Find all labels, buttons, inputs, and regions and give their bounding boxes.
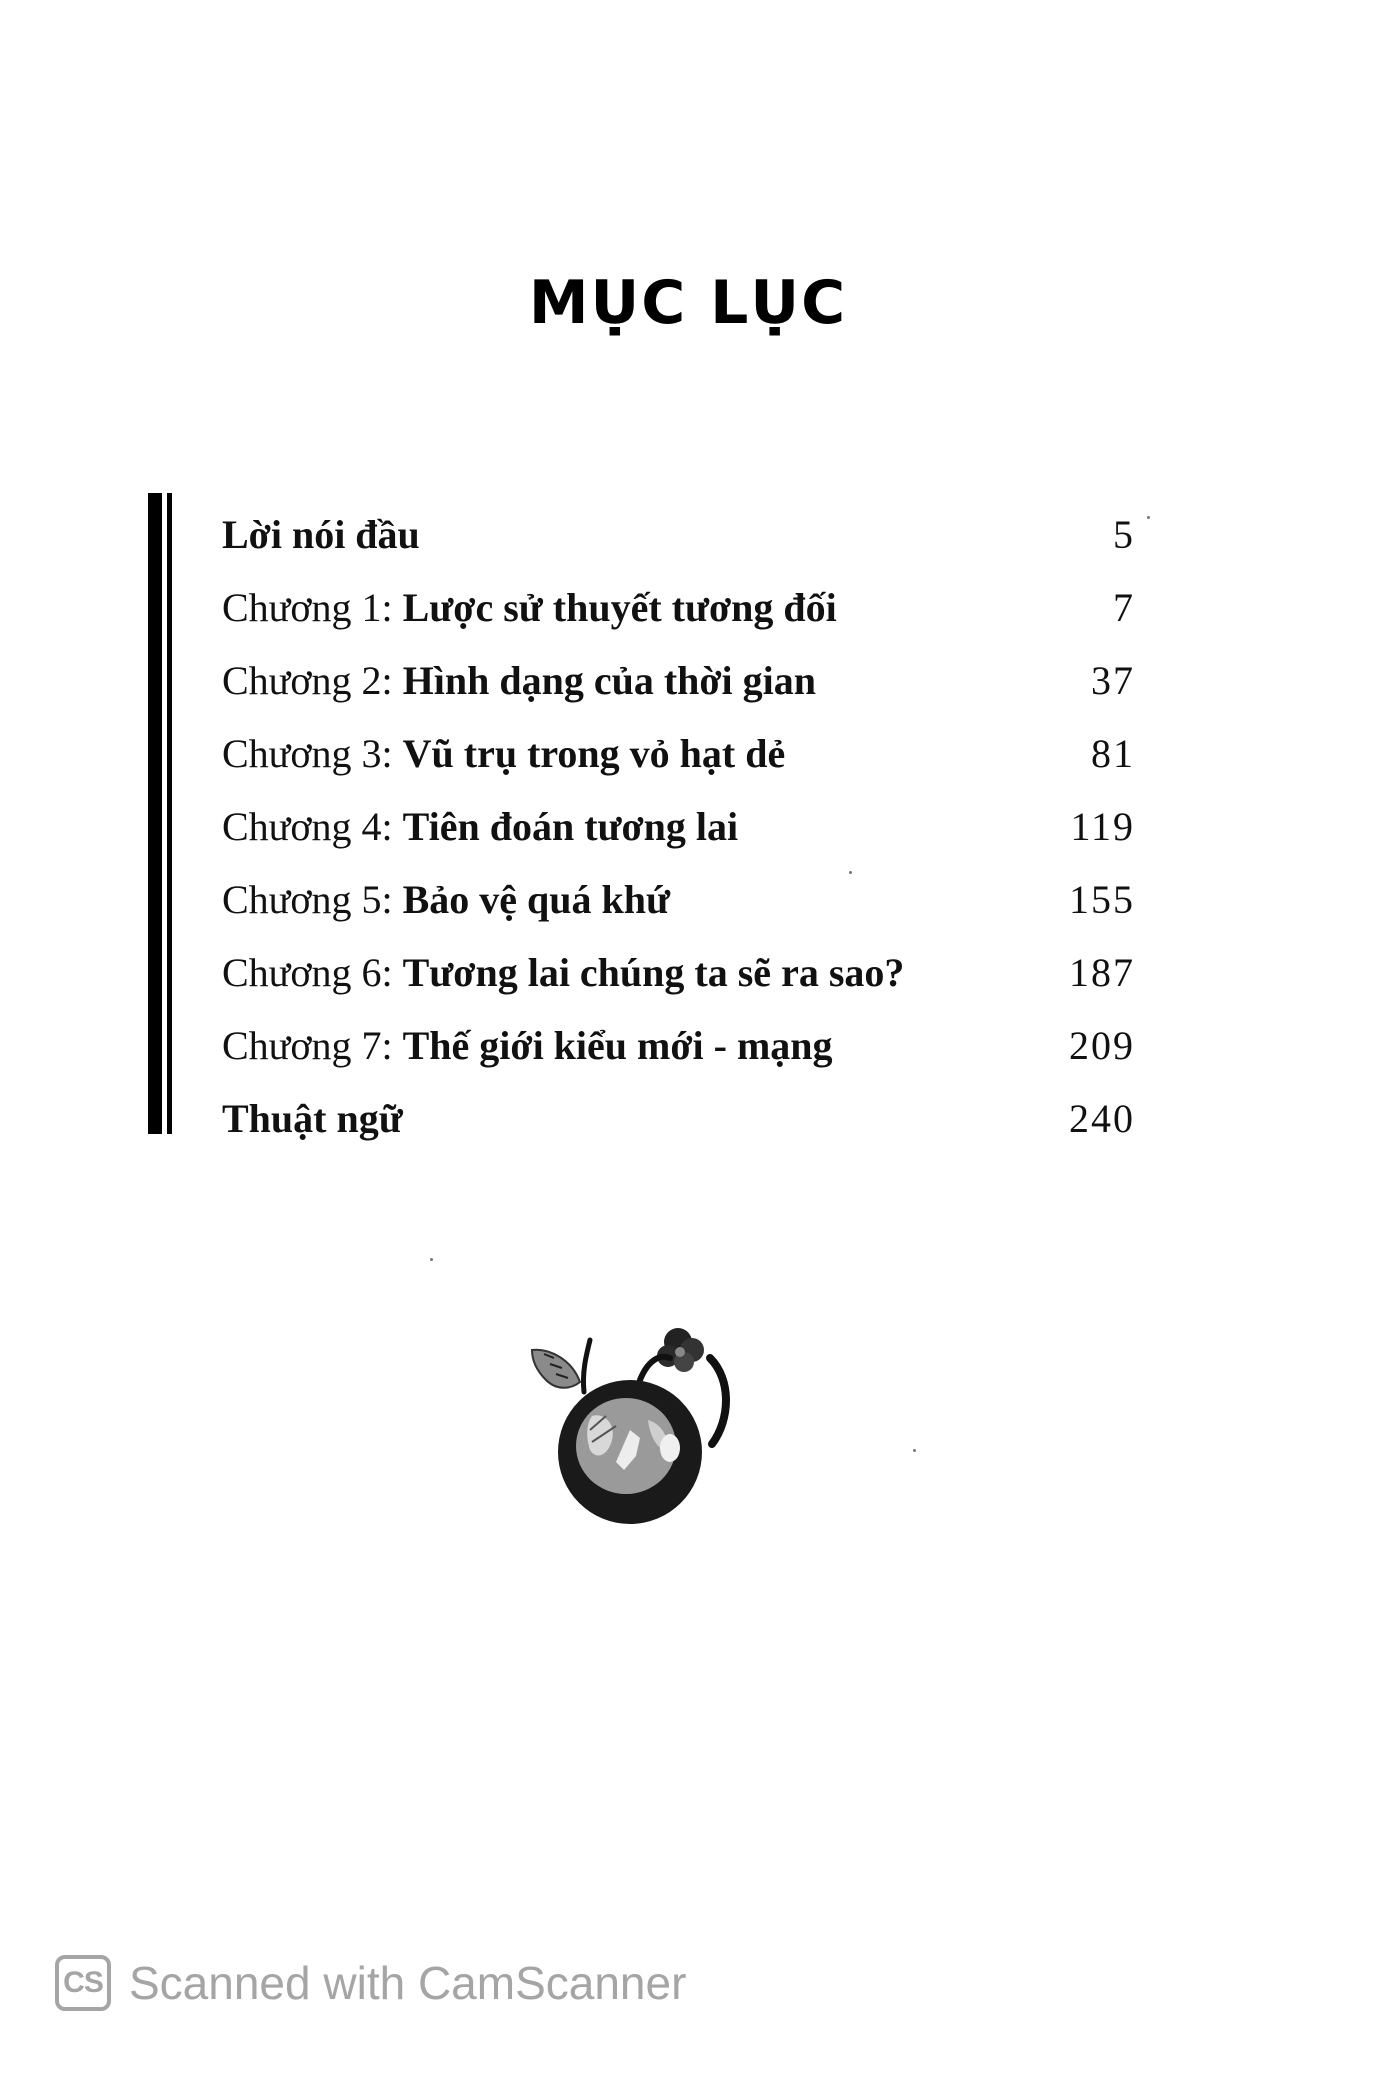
watermark-text: Scanned with CamScanner [129, 1957, 687, 2009]
butterfly-globe-flower-emblem-icon [520, 1320, 740, 1540]
toc-entry-page: 7 [1113, 585, 1135, 630]
toc-entry-prefix: Chương 3: [222, 731, 403, 776]
toc-entry-title: Bảo vệ quá khứ [402, 877, 671, 922]
toc-entry-chapter-2 [222, 644, 1135, 717]
camscanner-watermark [55, 1955, 686, 2011]
toc-entry-chapter-6 [222, 936, 1135, 1009]
toc-entry-prefix: Chương 6: [222, 950, 403, 995]
scan-speck [913, 1449, 916, 1452]
toc-entry-page: 209 [1069, 1023, 1135, 1068]
toc-entry-chapter-4 [222, 790, 1135, 863]
toc-entry-title: Thuật ngữ [222, 1096, 403, 1141]
toc-entry-page: 119 [1070, 804, 1135, 849]
page-title: MỤC LỤC [528, 268, 848, 338]
toc-entry-title: Lược sử thuyết tương đối [402, 585, 837, 630]
toc-entry-preface [222, 498, 1135, 571]
camscanner-logo-icon: CS [55, 1955, 111, 2011]
toc-entry-chapter-1 [222, 571, 1135, 644]
toc-entry-prefix: Chương 1: [222, 585, 403, 630]
toc-entry-page: 37 [1091, 658, 1135, 703]
toc-entry-title: Lời nói đầu [222, 512, 420, 557]
toc-entry-title: Thế giới kiểu mới - mạng [402, 1023, 833, 1068]
decorative-bar-thin [167, 493, 172, 1134]
toc-entry-page: 5 [1113, 512, 1135, 557]
toc-entry-title: Vũ trụ trong vỏ hạt dẻ [402, 731, 786, 776]
toc-entry-title: Tương lai chúng ta sẽ ra sao? [402, 950, 905, 995]
toc-entry-page: 187 [1069, 950, 1135, 995]
scan-speck [1147, 516, 1150, 519]
toc-entry-chapter-5 [222, 863, 1135, 936]
scan-speck [430, 1258, 433, 1261]
toc-entry-glossary [222, 1082, 1135, 1155]
toc-entry-chapter-7 [222, 1009, 1135, 1082]
toc-entry-prefix: Chương 7: [222, 1023, 403, 1068]
toc-entry-page: 240 [1069, 1096, 1135, 1141]
toc-entry-chapter-3 [222, 717, 1135, 790]
toc-entry-prefix: Chương 5: [222, 877, 403, 922]
toc-entry-page: 81 [1091, 731, 1135, 776]
toc-entry-prefix: Chương 2: [222, 658, 403, 703]
decorative-bar-thick [148, 493, 162, 1134]
toc-entry-prefix: Chương 4: [222, 804, 403, 849]
toc-entry-title: Tiên đoán tương lai [402, 804, 739, 849]
scan-speck [849, 871, 852, 874]
toc-entry-page: 155 [1069, 877, 1135, 922]
table-of-contents [222, 498, 1135, 1155]
toc-entry-title: Hình dạng của thời gian [402, 658, 817, 703]
